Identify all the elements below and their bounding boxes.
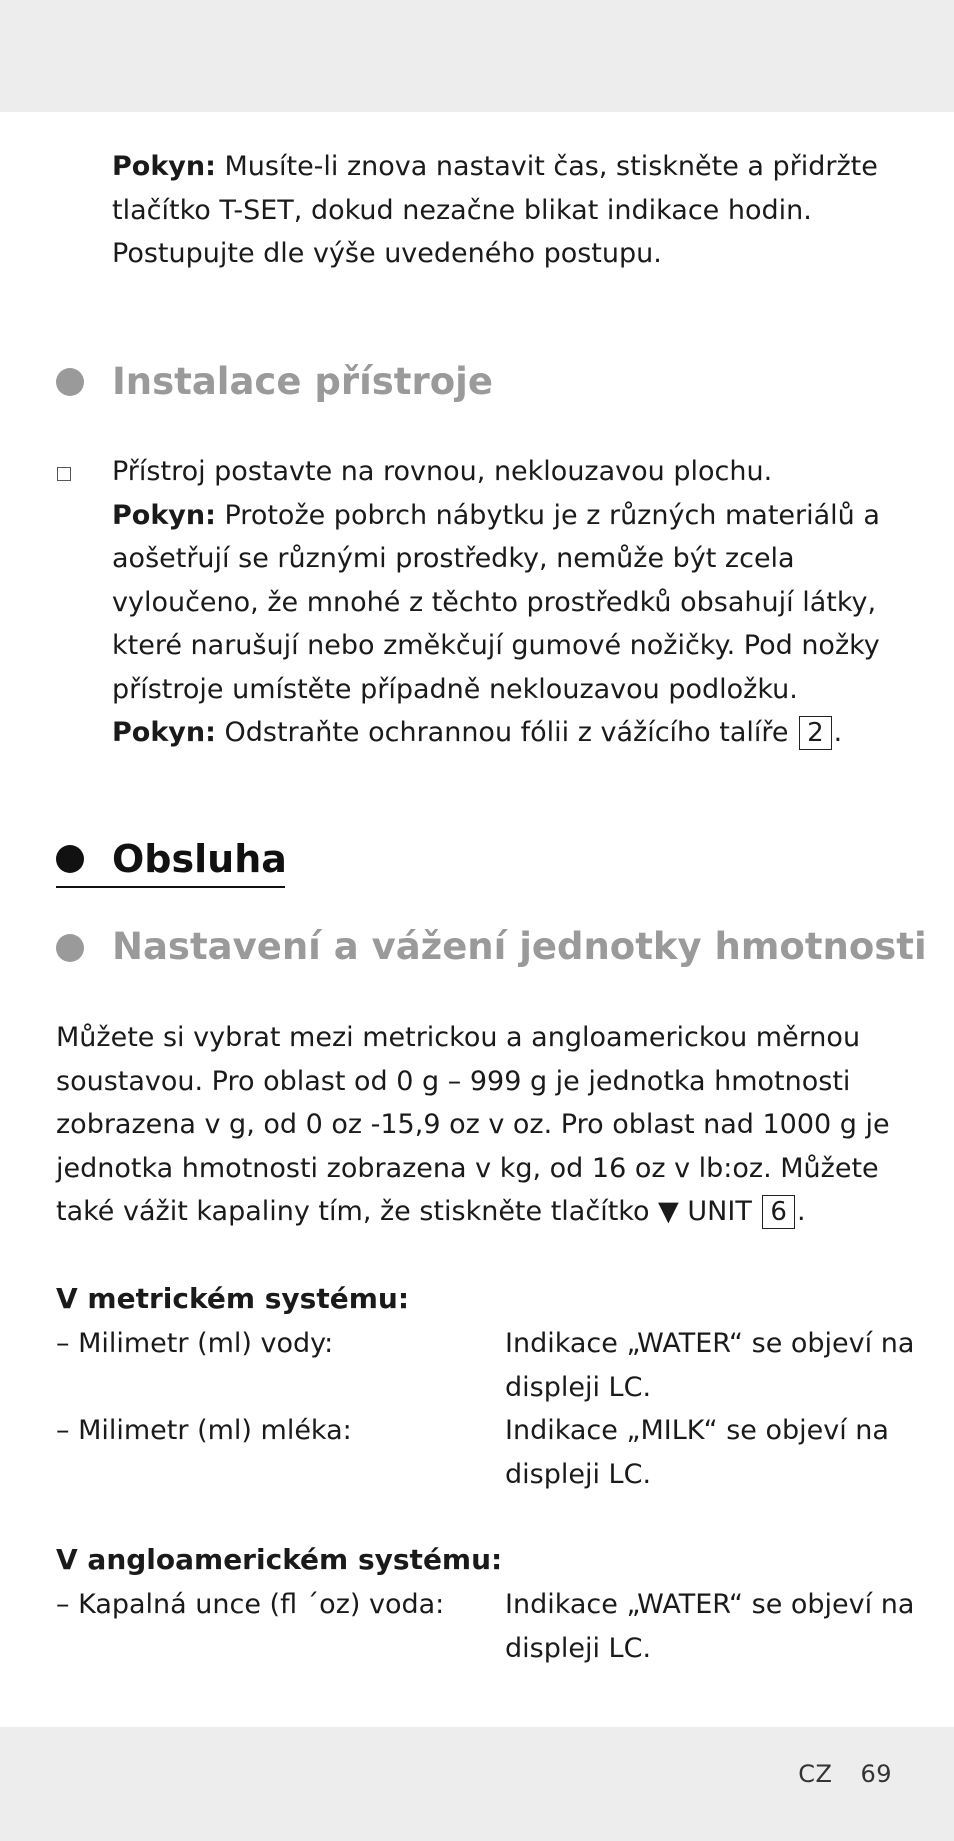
imperial-heading: V angloamerickém systému: (56, 1543, 503, 1576)
imperial-row-value: Indikace „WATER“ se objeví na displeji LC. (505, 1589, 915, 1664)
step-checkbox-icon (57, 467, 71, 481)
section-bullet (56, 845, 84, 873)
note-label: Pokyn: (112, 499, 216, 531)
metric-row-value: Indikace „WATER“ se objeví na displeji LC. (505, 1328, 915, 1403)
header-band (0, 0, 954, 112)
section-bullet (56, 368, 84, 396)
page-footer (770, 1760, 892, 1788)
operation-heading: Obsluha (112, 837, 287, 881)
note-end: . (833, 717, 843, 748)
install-step (112, 450, 912, 755)
body-text: Můžete si vybrat mezi metrickou a angloamerickou měrnou soustavou. Pro oblast od 0 g – 999 g je jednotka hmotnosti zobrazena v g, od 0 oz -15,9 oz v oz. Pro oblast nad 1000 g je jednotka hmotnosti zobrazena v kg, od 16 oz v lb:oz. Můžete také vážit kapaliny tím, že stiskněte tlačítko ▼ UNIT (56, 1022, 890, 1227)
heading-underline (56, 886, 285, 888)
note-text: Musíte-li znova nastavit čas, stiskněte a přidržte tlačítko T-SET, dokud nezačne blikat indikace hodin. Postupujte dle výše uvedeného postupu. (112, 151, 878, 269)
metric-row-label: – Milimetr (ml) mléka: (56, 1415, 352, 1446)
imperial-row-label: – Kapalná unce (fl ´oz) voda: (56, 1589, 445, 1620)
body-end: . (796, 1196, 806, 1227)
part-ref-box: 2 (799, 716, 832, 750)
page-number: 69 (860, 1760, 892, 1788)
units-body (56, 1016, 916, 1234)
language-code: CZ (798, 1760, 833, 1788)
note-label: Pokyn: (112, 717, 216, 748)
step-text: Přístroj postavte na rovnou, neklouzavou plochu. (112, 456, 773, 487)
metric-row-value: Indikace „MILK“ se objeví na displeji LC. (505, 1415, 889, 1490)
metric-row-label: – Milimetr (ml) vody: (56, 1328, 334, 1359)
note-label: Pokyn: (112, 151, 216, 182)
note-text: Protože pobrch nábytku je z různých materiálů a aošetřují se různými prostředky, nemůže být zcela vyloučeno, že mnohé z těchto prostředků obsahují látky, které narušují nebo změkčují gumové nožičky. Pod nožky přístroje umístěte případně neklouzavou podložku. (112, 499, 880, 705)
install-heading: Instalace přístroje (112, 360, 493, 403)
part-ref-box: 6 (762, 1195, 795, 1229)
note-text: Odstraňte ochrannou fólii z vážícího talíře (215, 717, 798, 748)
section-bullet (56, 934, 84, 962)
time-note (112, 145, 912, 276)
metric-heading: V metrickém systému: (56, 1282, 410, 1315)
units-heading: Nastavení a vážení jednotky hmotnosti (112, 925, 927, 968)
